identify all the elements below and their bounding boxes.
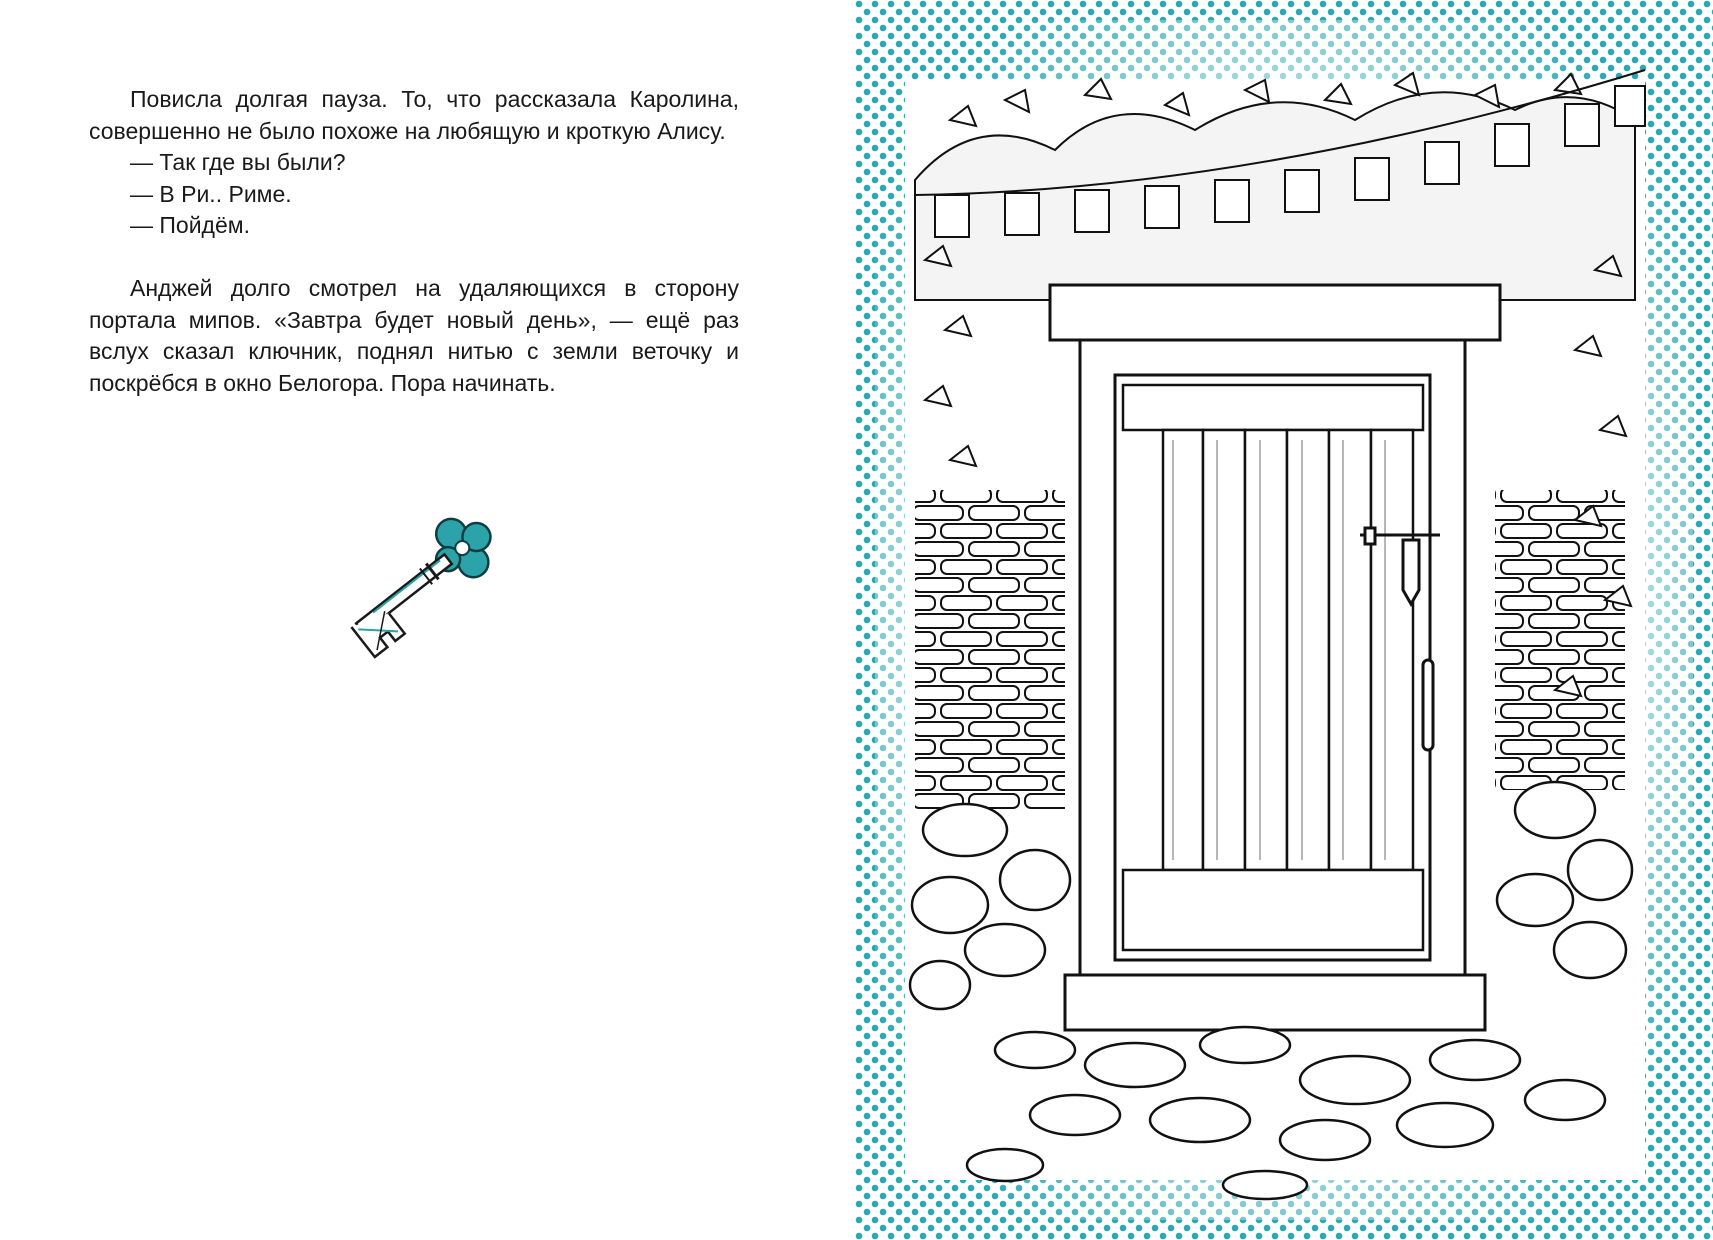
key-icon — [325, 505, 505, 665]
brick-wall-left — [915, 490, 1065, 810]
text-block — [89, 84, 739, 399]
dialogue-line: — Так где вы были? — [130, 149, 346, 175]
door-step — [1065, 975, 1485, 1030]
brick-wall-right — [1495, 490, 1625, 790]
left-page — [0, 0, 855, 1240]
door-bottom-rail — [1123, 870, 1423, 950]
door-top-rail — [1123, 385, 1423, 430]
right-page-illustration — [855, 0, 1713, 1240]
dialogue-line: — Пойдём. — [130, 212, 250, 238]
dialogue-line: — В Ри.. Риме. — [130, 180, 292, 207]
paragraph: Анджей долго смотрел на удаляющихся в сторону портала мипов. «Завтра будет новый день», — ещё раз вслух сказал ключник, поднял нитью с земли веточку и поскрёбся в окно Белогора. Пора начинать. — [89, 275, 739, 396]
paragraph-spacer — [89, 242, 739, 274]
door-handle — [1423, 660, 1433, 750]
lintel — [1050, 285, 1500, 340]
door-planks — [1163, 430, 1413, 870]
paragraph: Повисла долгая пауза. То, что рассказала Каролина, совершенно не было похоже на любящую и кроткую Алису. — [89, 86, 739, 144]
door-illustration — [855, 0, 1713, 1240]
